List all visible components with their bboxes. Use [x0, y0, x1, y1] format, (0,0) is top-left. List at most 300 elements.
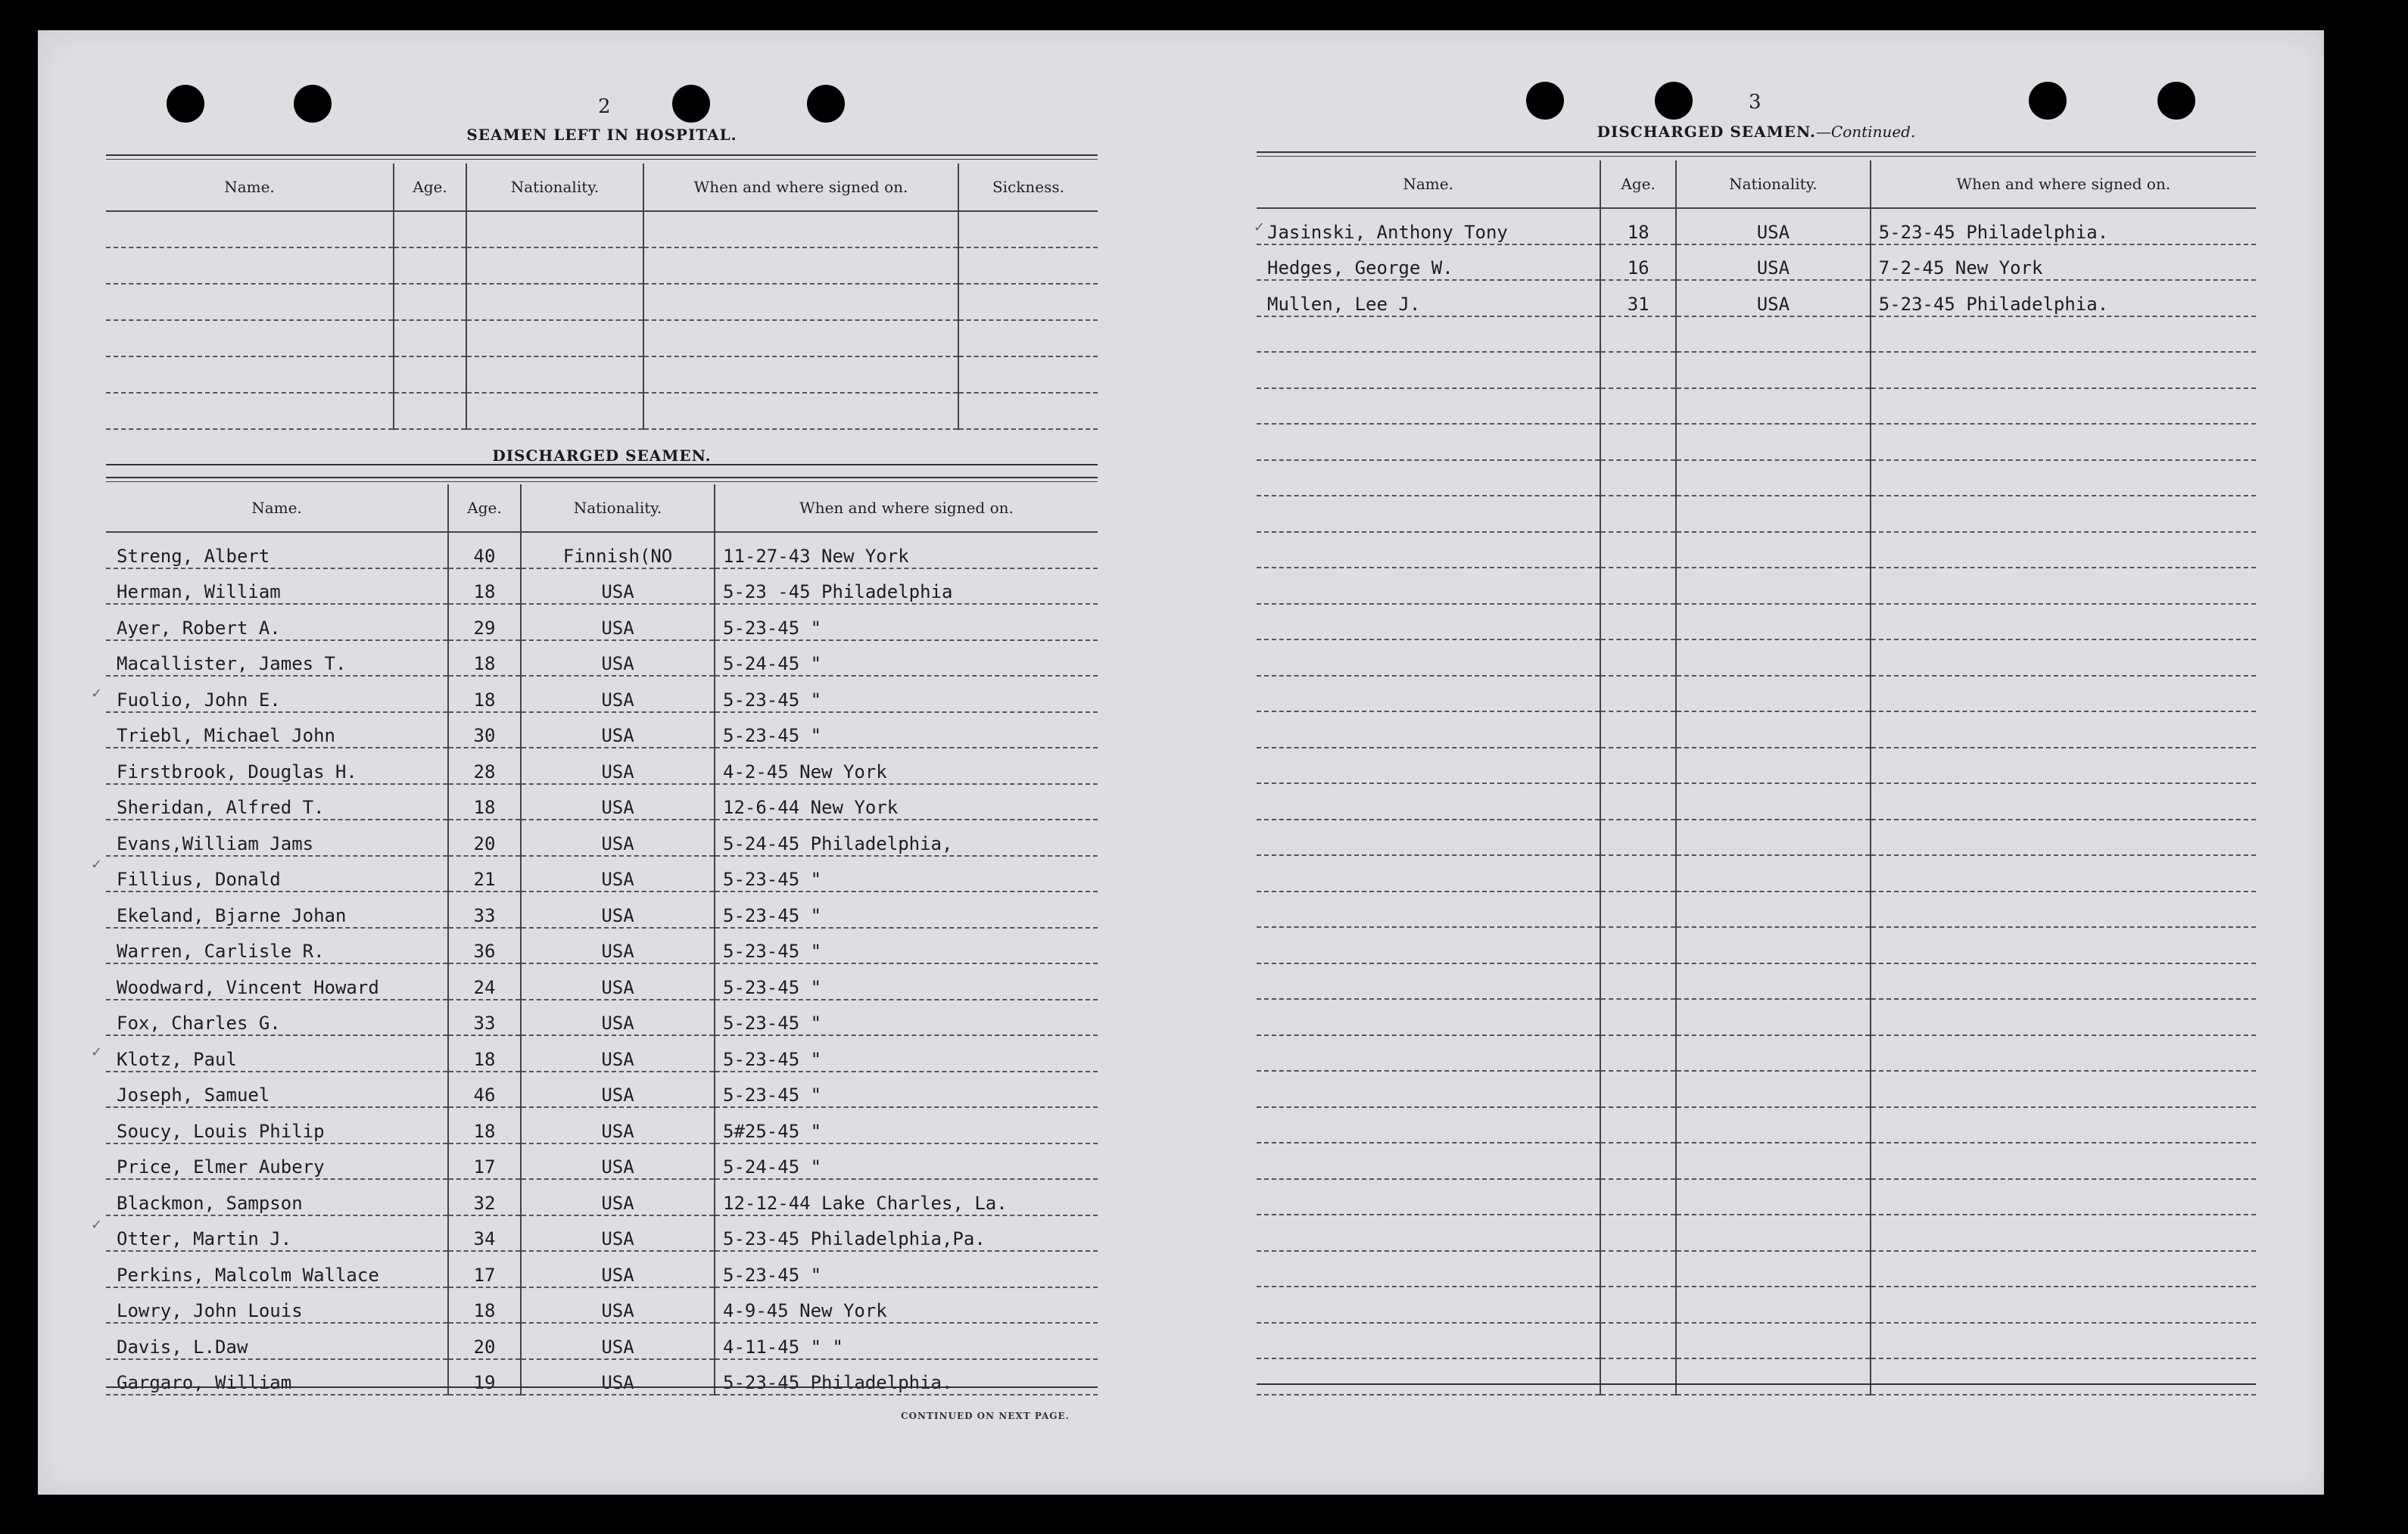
table-row	[106, 1323, 1098, 1359]
empty-cell	[1676, 388, 1871, 425]
table-row	[1257, 963, 2256, 1000]
signed-on-cell: 5-23-45 "	[715, 1251, 1098, 1287]
seaman-name-cell: Evans,William Jams	[106, 820, 448, 856]
age-cell: 18	[448, 1035, 521, 1072]
table-row	[1257, 748, 2256, 784]
empty-cell	[1600, 316, 1676, 353]
empty-cell	[1257, 460, 1600, 496]
empty-cell	[1871, 927, 2256, 963]
empty-cell	[466, 247, 643, 284]
empty-cell	[1871, 1107, 2256, 1143]
table-row	[106, 1107, 1098, 1143]
section-title-continued: —Continued.	[1815, 123, 1916, 141]
table-row	[1257, 1107, 2256, 1143]
column-header: Sickness.	[958, 163, 1098, 211]
table-row	[106, 1287, 1098, 1324]
empty-cell	[394, 284, 466, 320]
age-cell: 18	[448, 1107, 521, 1143]
nationality-cell: USA	[521, 1251, 715, 1287]
signed-on-cell: 5-23-45 Philadelphia.	[1871, 208, 2256, 244]
table-row	[106, 1215, 1098, 1252]
signed-on-cell: 5-23-45 "	[715, 1035, 1098, 1072]
empty-cell	[1676, 820, 1871, 856]
table-row	[1257, 999, 2256, 1035]
empty-cell	[1676, 999, 1871, 1035]
empty-cell	[1676, 1143, 1871, 1179]
nationality-cell: USA	[521, 1215, 715, 1252]
table-row	[1257, 244, 2256, 281]
empty-cell	[1257, 388, 1600, 425]
page-number: 3	[1749, 91, 1762, 114]
seaman-name-cell: Triebl, Michael John	[106, 712, 448, 748]
signed-on-cell: 5#25-45 "	[715, 1107, 1098, 1143]
table-row	[106, 604, 1098, 640]
signed-on-cell: 5-23-45 Philadelphia.	[715, 1359, 1098, 1396]
column-header: Age.	[448, 484, 521, 532]
age-cell: 21	[448, 856, 521, 892]
empty-cell	[1257, 1179, 1600, 1215]
empty-cell	[1257, 1323, 1600, 1359]
table-row	[106, 211, 1098, 247]
left-page	[91, 30, 1098, 1468]
table-row	[106, 784, 1098, 820]
right-page	[1254, 30, 2256, 1468]
empty-cell	[1257, 1143, 1600, 1179]
empty-cell	[1257, 891, 1600, 928]
signed-on-cell: 12-12-44 Lake Charles, La.	[715, 1179, 1098, 1215]
table-row	[1257, 352, 2256, 388]
empty-cell	[1871, 352, 2256, 388]
nationality-cell: USA	[521, 1035, 715, 1072]
table-header-row	[106, 163, 1098, 211]
table-row	[1257, 639, 2256, 676]
empty-cell	[1676, 424, 1871, 460]
empty-cell	[1600, 604, 1676, 640]
empty-cell	[1600, 424, 1676, 460]
empty-cell	[1676, 460, 1871, 496]
empty-cell	[1257, 639, 1600, 676]
table-row	[1257, 1358, 2256, 1395]
table-row	[106, 568, 1098, 605]
table-row	[106, 856, 1098, 892]
divider	[106, 159, 1098, 160]
empty-cell	[106, 247, 394, 284]
section-title-main: DISCHARGED SEAMEN.	[1597, 123, 1816, 141]
empty-cell	[1257, 1251, 1600, 1287]
column-header: Nationality.	[466, 163, 643, 211]
empty-cell	[1871, 1251, 2256, 1287]
table-row	[106, 891, 1098, 928]
age-cell: 18	[448, 568, 521, 605]
table-row	[106, 748, 1098, 784]
empty-cell	[1871, 711, 2256, 748]
empty-cell	[1257, 1215, 1600, 1251]
age-cell: 32	[448, 1179, 521, 1215]
empty-cell	[106, 211, 394, 247]
empty-cell	[1871, 388, 2256, 425]
empty-cell	[106, 393, 394, 429]
empty-cell	[106, 284, 394, 320]
discharged-continued-table	[1257, 160, 2256, 1396]
empty-cell	[394, 356, 466, 393]
age-cell: 18	[448, 640, 521, 677]
nationality-cell: USA	[521, 712, 715, 748]
table-row	[106, 393, 1098, 429]
empty-cell	[1871, 676, 2256, 712]
empty-cell	[1257, 963, 1600, 1000]
table-row	[1257, 927, 2256, 963]
empty-cell	[1676, 711, 1871, 748]
nationality-cell: USA	[521, 1107, 715, 1143]
seaman-name-cell: Firstbrook, Douglas H.	[106, 748, 448, 784]
nationality-cell: USA	[521, 1000, 715, 1036]
table-row	[106, 532, 1098, 568]
table-row	[106, 284, 1098, 320]
signed-on-cell: 5-23-45 "	[715, 1072, 1098, 1108]
empty-cell	[1676, 568, 1871, 604]
table-row	[1257, 1071, 2256, 1107]
divider	[106, 481, 1098, 482]
nationality-cell: USA	[521, 1143, 715, 1180]
empty-cell	[1257, 1358, 1600, 1395]
empty-cell	[1600, 1215, 1676, 1251]
empty-cell	[1871, 568, 2256, 604]
age-cell: 28	[448, 748, 521, 784]
table-row	[1257, 316, 2256, 353]
page-number: 2	[598, 95, 611, 118]
empty-cell	[394, 247, 466, 284]
empty-cell	[958, 320, 1098, 356]
empty-cell	[1676, 963, 1871, 1000]
seaman-name-cell: Macallister, James T.	[106, 640, 448, 677]
discharged-table	[106, 484, 1098, 1396]
seaman-name-cell: Klotz, Paul	[106, 1035, 448, 1072]
nationality-cell: USA	[521, 1072, 715, 1108]
empty-cell	[1257, 783, 1600, 820]
seaman-name-cell: Sheridan, Alfred T.	[106, 784, 448, 820]
age-cell: 24	[448, 963, 521, 1000]
empty-cell	[1600, 568, 1676, 604]
signed-on-cell: 5-24-45 "	[715, 1143, 1098, 1180]
empty-cell	[1257, 855, 1600, 891]
signed-on-cell: 4-11-45 " "	[715, 1323, 1098, 1359]
empty-cell	[1871, 1358, 2256, 1395]
column-header: Age.	[1600, 160, 1676, 208]
empty-cell	[1676, 316, 1871, 353]
empty-cell	[1600, 1071, 1676, 1107]
empty-cell	[1257, 676, 1600, 712]
table-row	[1257, 604, 2256, 640]
column-header: Nationality.	[1676, 160, 1871, 208]
seaman-name-cell: Perkins, Malcolm Wallace	[106, 1251, 448, 1287]
seaman-name-cell: Ekeland, Bjarne Johan	[106, 891, 448, 928]
age-cell: 33	[448, 1000, 521, 1036]
empty-cell	[1600, 460, 1676, 496]
column-header: When and where signed on.	[1871, 160, 2256, 208]
table-row	[1257, 208, 2256, 244]
empty-cell	[1676, 748, 1871, 784]
empty-cell	[1257, 748, 1600, 784]
table-row	[106, 247, 1098, 284]
table-row	[1257, 1179, 2256, 1215]
seaman-name-cell: Hedges, George W.	[1257, 244, 1600, 281]
column-header: Name.	[1257, 160, 1600, 208]
nationality-cell: USA	[1676, 208, 1871, 244]
empty-cell	[1871, 1035, 2256, 1072]
empty-cell	[643, 320, 958, 356]
nationality-cell: USA	[521, 820, 715, 856]
check-mark-icon: ✓	[91, 857, 103, 873]
empty-cell	[1676, 1323, 1871, 1359]
nationality-cell: USA	[521, 676, 715, 712]
divider	[106, 1386, 1098, 1388]
empty-cell	[1676, 1358, 1871, 1395]
table-row	[1257, 676, 2256, 712]
signed-on-cell: 5-23-45 "	[715, 1000, 1098, 1036]
empty-cell	[1257, 1107, 1600, 1143]
empty-cell	[1676, 352, 1871, 388]
table-row	[1257, 568, 2256, 604]
age-cell: 18	[448, 1287, 521, 1324]
seaman-name-cell: Mullen, Lee J.	[1257, 280, 1600, 316]
empty-cell	[1871, 1179, 2256, 1215]
empty-cell	[643, 247, 958, 284]
table-row	[1257, 1323, 2256, 1359]
empty-cell	[1676, 604, 1871, 640]
check-mark-icon: ✓	[1254, 219, 1266, 235]
empty-cell	[1676, 783, 1871, 820]
nationality-cell: Finnish(NO	[521, 532, 715, 568]
empty-cell	[1871, 1215, 2256, 1251]
signed-on-cell: 5-24-45 "	[715, 640, 1098, 677]
empty-cell	[1676, 891, 1871, 928]
empty-cell	[958, 211, 1098, 247]
table-row	[1257, 424, 2256, 460]
signed-on-cell: 5-23-45 "	[715, 856, 1098, 892]
table-row	[106, 356, 1098, 393]
column-header: When and where signed on.	[715, 484, 1098, 532]
empty-cell	[1600, 1179, 1676, 1215]
signed-on-cell: 5-23-45 "	[715, 604, 1098, 640]
table-row	[106, 320, 1098, 356]
empty-cell	[106, 320, 394, 356]
seaman-name-cell: Fuolio, John E.	[106, 676, 448, 712]
empty-cell	[1600, 711, 1676, 748]
age-cell: 20	[448, 1323, 521, 1359]
empty-cell	[1600, 639, 1676, 676]
nationality-cell: USA	[521, 604, 715, 640]
column-header: Name.	[106, 163, 394, 211]
empty-cell	[1257, 568, 1600, 604]
empty-cell	[1600, 999, 1676, 1035]
seaman-name-cell: Joseph, Samuel	[106, 1072, 448, 1108]
nationality-cell: USA	[521, 856, 715, 892]
check-mark-icon: ✓	[91, 1044, 103, 1060]
table-row	[106, 1035, 1098, 1072]
empty-cell	[1871, 963, 2256, 1000]
signed-on-cell: 5-23-45 "	[715, 891, 1098, 928]
signed-on-cell: 5-23 -45 Philadelphia	[715, 568, 1098, 605]
empty-cell	[1257, 316, 1600, 353]
empty-cell	[1600, 1035, 1676, 1072]
signed-on-cell: 4-9-45 New York	[715, 1287, 1098, 1324]
empty-cell	[1257, 927, 1600, 963]
empty-cell	[1600, 532, 1676, 568]
seaman-name-cell: Davis, L.Daw	[106, 1323, 448, 1359]
table-header-row	[1257, 160, 2256, 208]
empty-cell	[958, 247, 1098, 284]
empty-cell	[1600, 783, 1676, 820]
table-row	[1257, 891, 2256, 928]
table-row	[1257, 783, 2256, 820]
column-header: When and where signed on.	[643, 163, 958, 211]
table-row	[1257, 280, 2256, 316]
empty-cell	[106, 356, 394, 393]
empty-cell	[394, 393, 466, 429]
empty-cell	[1600, 748, 1676, 784]
empty-cell	[1871, 424, 2256, 460]
signed-on-cell: 12-6-44 New York	[715, 784, 1098, 820]
signed-on-cell: 5-24-45 Philadelphia,	[715, 820, 1098, 856]
nationality-cell: USA	[521, 1287, 715, 1324]
empty-cell	[1676, 639, 1871, 676]
column-header: Name.	[106, 484, 448, 532]
age-cell: 46	[448, 1072, 521, 1108]
empty-cell	[1600, 820, 1676, 856]
empty-cell	[1600, 1251, 1676, 1287]
hospital-table	[106, 163, 1098, 430]
signed-on-cell: 5-23-45 "	[715, 712, 1098, 748]
table-row	[106, 1359, 1098, 1396]
age-cell: 30	[448, 712, 521, 748]
table-row	[106, 928, 1098, 964]
empty-cell	[1871, 496, 2256, 532]
table-row	[1257, 1215, 2256, 1251]
empty-cell	[1257, 1035, 1600, 1072]
table-row	[1257, 1251, 2256, 1287]
empty-cell	[1871, 748, 2256, 784]
empty-cell	[1871, 783, 2256, 820]
nationality-cell: USA	[521, 928, 715, 964]
empty-cell	[1871, 855, 2256, 891]
seaman-name-cell: Price, Elmer Aubery	[106, 1143, 448, 1180]
signed-on-cell: 4-2-45 New York	[715, 748, 1098, 784]
empty-cell	[466, 393, 643, 429]
empty-cell	[1676, 532, 1871, 568]
check-mark-icon: ✓	[91, 686, 103, 702]
table-row	[1257, 1143, 2256, 1179]
empty-cell	[466, 356, 643, 393]
table-row	[1257, 532, 2256, 568]
check-mark-icon: ✓	[91, 1217, 103, 1233]
seaman-name-cell: Fox, Charles G.	[106, 1000, 448, 1036]
empty-cell	[1871, 639, 2256, 676]
nationality-cell: USA	[521, 1179, 715, 1215]
table-row	[1257, 1287, 2256, 1323]
column-header: Age.	[394, 163, 466, 211]
table-row	[106, 1179, 1098, 1215]
table-row	[1257, 496, 2256, 532]
empty-cell	[958, 393, 1098, 429]
empty-cell	[1257, 424, 1600, 460]
table-row	[1257, 460, 2256, 496]
divider	[1257, 151, 2256, 153]
empty-cell	[1871, 316, 2256, 353]
discharged-section-title: DISCHARGED SEAMEN.	[492, 447, 712, 465]
empty-cell	[1676, 676, 1871, 712]
table-row	[106, 1143, 1098, 1180]
empty-cell	[958, 356, 1098, 393]
empty-cell	[643, 284, 958, 320]
nationality-cell: USA	[521, 1359, 715, 1396]
nationality-cell: USA	[521, 640, 715, 677]
seaman-name-cell: Ayer, Robert A.	[106, 604, 448, 640]
empty-cell	[1600, 927, 1676, 963]
table-row	[1257, 388, 2256, 425]
empty-cell	[958, 284, 1098, 320]
manifest-sheet	[38, 30, 2324, 1495]
empty-cell	[1257, 352, 1600, 388]
hospital-section-title: SEAMEN LEFT IN HOSPITAL.	[466, 126, 737, 144]
empty-cell	[1871, 1323, 2256, 1359]
age-cell: 36	[448, 928, 521, 964]
empty-cell	[1257, 532, 1600, 568]
empty-cell	[1871, 1143, 2256, 1179]
signed-on-cell: 5-23-45 "	[715, 676, 1098, 712]
table-row	[1257, 820, 2256, 856]
empty-cell	[1676, 1287, 1871, 1323]
empty-cell	[1600, 388, 1676, 425]
empty-cell	[1871, 532, 2256, 568]
table-row	[106, 1072, 1098, 1108]
empty-cell	[1257, 1071, 1600, 1107]
empty-cell	[1676, 927, 1871, 963]
divider	[106, 154, 1098, 156]
nationality-cell: USA	[1676, 244, 1871, 281]
empty-cell	[1871, 604, 2256, 640]
empty-cell	[1600, 352, 1676, 388]
age-cell: 18	[448, 784, 521, 820]
empty-cell	[1676, 1179, 1871, 1215]
empty-cell	[1676, 1107, 1871, 1143]
empty-cell	[1257, 999, 1600, 1035]
divider	[1257, 156, 2256, 157]
age-cell: 18	[1600, 208, 1676, 244]
seaman-name-cell: Blackmon, Sampson	[106, 1179, 448, 1215]
signed-on-cell: 5-23-45 Philadelphia,Pa.	[715, 1215, 1098, 1252]
empty-cell	[1871, 820, 2256, 856]
age-cell: 34	[448, 1215, 521, 1252]
empty-cell	[1600, 1287, 1676, 1323]
empty-cell	[1871, 999, 2256, 1035]
nationality-cell: USA	[521, 1323, 715, 1359]
table-row	[1257, 711, 2256, 748]
empty-cell	[1257, 711, 1600, 748]
seaman-name-cell: Lowry, John Louis	[106, 1287, 448, 1324]
age-cell: 17	[448, 1251, 521, 1287]
nationality-cell: USA	[521, 891, 715, 928]
empty-cell	[1676, 1035, 1871, 1072]
empty-cell	[1871, 1071, 2256, 1107]
empty-cell	[1600, 1143, 1676, 1179]
empty-cell	[1257, 1287, 1600, 1323]
empty-cell	[466, 211, 643, 247]
age-cell: 33	[448, 891, 521, 928]
empty-cell	[1676, 1071, 1871, 1107]
empty-cell	[1600, 855, 1676, 891]
nationality-cell: USA	[521, 568, 715, 605]
table-row	[1257, 855, 2256, 891]
